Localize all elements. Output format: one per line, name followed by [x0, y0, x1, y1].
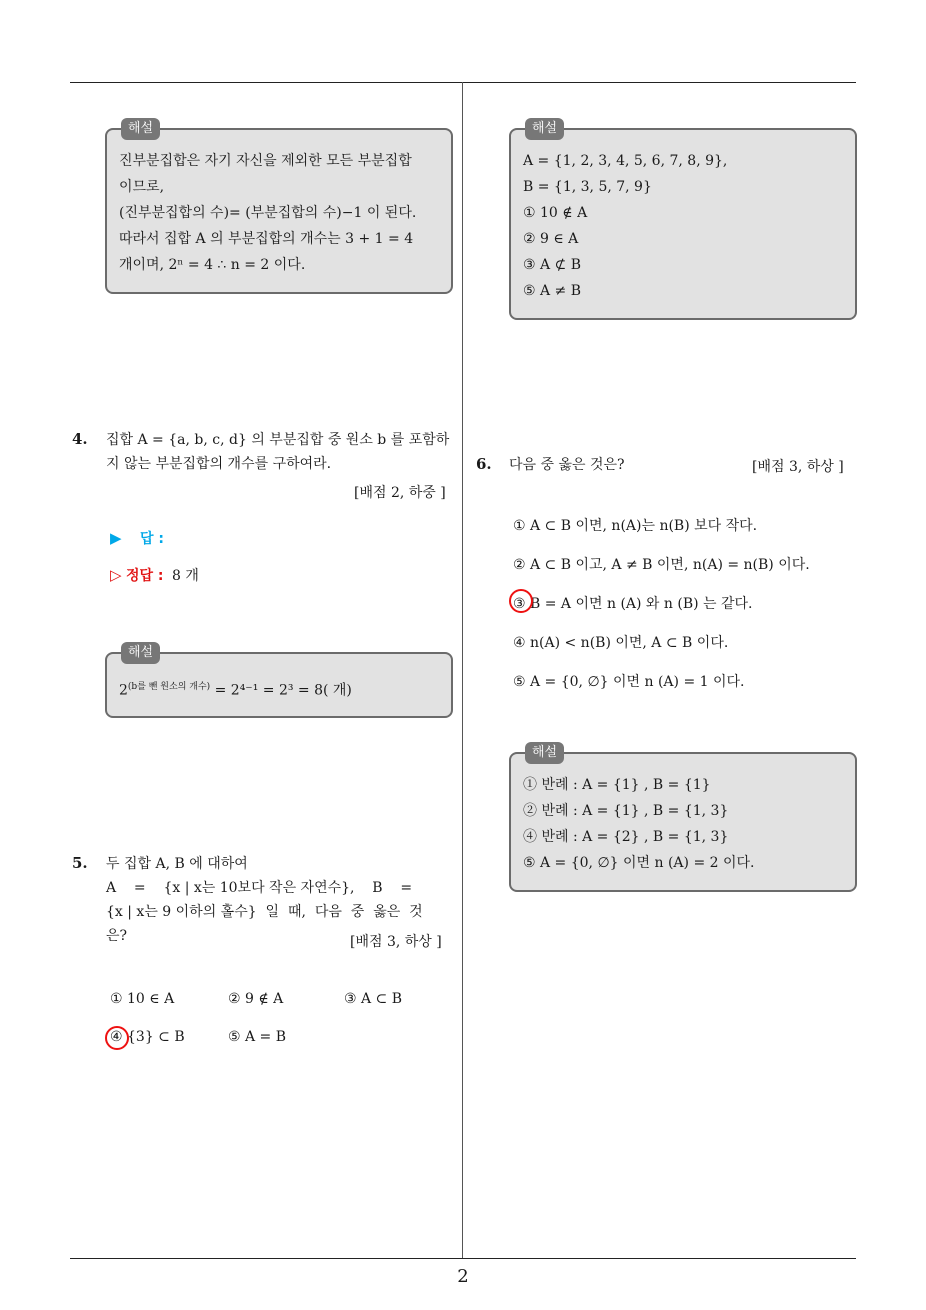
- explanation-line: ② 9 ∈ A: [523, 231, 579, 247]
- play-icon: ▶: [110, 529, 122, 547]
- selected-answer-circle: [509, 589, 533, 613]
- explanation-line: (진부분집합의 수)= (부분집합의 수)−1 이 된다.: [119, 205, 417, 221]
- choice-item: ① A ⊂ B 이면, n(A)는 n(B) 보다 작다.: [513, 518, 758, 534]
- question-line: 지 않는 부분집합의 개수를 구하여라.: [106, 456, 332, 472]
- choice-item: ⑤ A = B: [228, 1029, 287, 1045]
- explanation-line: 개이며, 2ⁿ = 4 ∴ n = 2 이다.: [119, 257, 306, 273]
- column-divider: [462, 82, 463, 1258]
- answer-row: [110, 528, 164, 548]
- explanation-tag: 해설: [525, 118, 564, 140]
- explanation-line: 진부분집합은 자기 자신을 제외한 모든 부분집합: [119, 153, 412, 169]
- choice-item: ④ n(A) < n(B) 이면, A ⊂ B 이다.: [513, 635, 729, 651]
- explanation-box: [105, 121, 453, 294]
- bottom-rule: [70, 1258, 856, 1259]
- play-outline-icon: ▷: [110, 566, 122, 584]
- explanation-line: ① 반례 : A = {1} , B = {1}: [523, 777, 711, 793]
- choice-item: ③ B = A 이면 n (A) 와 n (B) 는 같다.: [513, 596, 753, 612]
- explanation-line: ④ 반례 : A = {2} , B = {1, 3}: [523, 829, 729, 845]
- question-text: [106, 428, 456, 476]
- selected-answer-circle: [105, 1026, 129, 1050]
- explanation-line: A = {1, 2, 3, 4, 5, 6, 7, 8, 9},: [523, 153, 728, 169]
- explanation-line: ⑤ A = {0, ∅} 이면 n (A) = 2 이다.: [523, 855, 755, 871]
- question-number: 5.: [72, 854, 88, 872]
- explanation-line: B = {1, 3, 5, 7, 9}: [523, 179, 652, 195]
- question-line: 집합 A = {a, b, c, d} 의 부분집합 중 원소 b 를 포함하: [106, 432, 450, 448]
- score-meta: [배점 2, 하중 ]: [354, 485, 446, 501]
- score-meta: [배점 3, 하상 ]: [752, 459, 844, 475]
- question-line: A = {x | x는 10보다 작은 자연수}, B =: [106, 880, 413, 896]
- explanation-line: ③ A ⊄ B: [523, 257, 582, 273]
- power-exponent: (b를 뺀 원소의 개수): [127, 682, 211, 692]
- choice-item: ① 10 ∈ A: [110, 991, 175, 1007]
- explanation-line: 따라서 집합 A 의 부분집합의 개수는 3 + 1 = 4: [119, 231, 414, 247]
- correct-value: 8 개: [171, 568, 199, 584]
- answer-label: 답 :: [140, 531, 164, 547]
- score-meta: [배점 3, 하상 ]: [350, 934, 442, 950]
- choice-item: ③ A ⊂ B: [344, 991, 403, 1007]
- top-rule: [70, 82, 856, 83]
- question-line: {x | x는 9 이하의 홀수} 일 때, 다음 중 옳은 것: [106, 904, 423, 920]
- explanation-line: [119, 674, 439, 704]
- question-text: 다음 중 옳은 것은?: [509, 457, 625, 473]
- page-number: 2: [457, 1266, 469, 1287]
- question-line: 은?: [106, 928, 128, 944]
- explanation-line: ② 반례 : A = {1} , B = {1, 3}: [523, 803, 729, 819]
- explanation-box: [509, 121, 857, 320]
- explanation-box: [509, 745, 857, 892]
- explanation-tag: 해설: [121, 118, 160, 140]
- power-result: = 2⁴⁻¹ = 2³ = 8( 개): [210, 682, 352, 699]
- explanation-tag: 해설: [121, 642, 160, 664]
- choice-item: ② 9 ∉ A: [228, 991, 284, 1007]
- choice-item: ⑤ A = {0, ∅} 이면 n (A) = 1 이다.: [513, 674, 745, 690]
- explanation-tag: 해설: [525, 742, 564, 764]
- question-number: 4.: [72, 430, 88, 448]
- explanation-line: 이므로,: [119, 179, 165, 195]
- question-line: 두 집합 A, B 에 대하여: [106, 856, 248, 872]
- question-number: 6.: [476, 455, 492, 473]
- explanation-line: ⑤ A ≠ B: [523, 283, 582, 299]
- power-base: 2: [119, 682, 128, 699]
- choice-item: ④ {3} ⊂ B: [110, 1029, 185, 1045]
- explanation-line: ① 10 ∉ A: [523, 205, 588, 221]
- correct-label: 정답 :: [126, 568, 164, 584]
- correct-answer-row: [110, 565, 199, 585]
- explanation-box: [105, 645, 453, 718]
- choice-item: ② A ⊂ B 이고, A ≠ B 이면, n(A) = n(B) 이다.: [513, 557, 810, 573]
